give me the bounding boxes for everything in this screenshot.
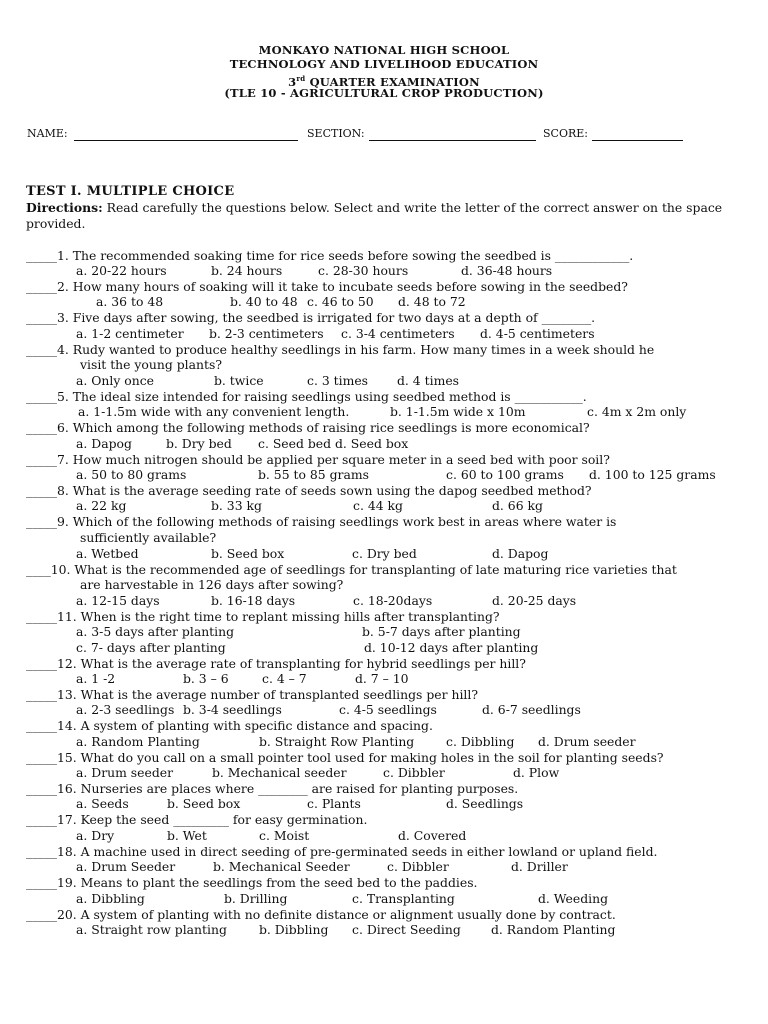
answer-blank[interactable]: _____ bbox=[26, 609, 57, 624]
option-a: a. 22 kg bbox=[76, 498, 127, 513]
option-d: d. Random Planting bbox=[491, 922, 616, 937]
option-a: a. 1-1.5m wide with any convenient length. bbox=[78, 404, 350, 419]
option-d: d. 20-25 days bbox=[492, 593, 577, 608]
question-9 bbox=[26, 514, 616, 529]
question-text-continued: sufficiently available? bbox=[80, 530, 217, 545]
option-c: c. 18-20days bbox=[353, 593, 433, 608]
answer-blank[interactable]: _____ bbox=[26, 781, 57, 796]
option-b: b. 2-3 centimeters bbox=[209, 326, 324, 341]
option-c: c. 60 to 100 grams bbox=[446, 467, 564, 482]
question-text: 5. The ideal size intended for raising seedlings using seedbed method is ___________. bbox=[56, 389, 587, 404]
option-a: a. Random Planting bbox=[76, 734, 200, 749]
option-b: b. 24 hours bbox=[211, 263, 283, 278]
option-c: c. 4-5 seedlings bbox=[339, 702, 437, 717]
option-a: a. 20-22 hours bbox=[76, 263, 167, 278]
question-text-continued: are harvestable in 126 days after sowing? bbox=[80, 577, 344, 592]
question-8 bbox=[26, 483, 592, 498]
score-label: SCORE: bbox=[543, 127, 588, 140]
option-c: c. Transplanting bbox=[352, 891, 455, 906]
question-text: 18. A machine used in direct seeding of pre-germinated seeds in either lowland or upland field. bbox=[56, 844, 658, 859]
answer-blank[interactable]: _____ bbox=[26, 342, 57, 357]
answer-blank[interactable]: _____ bbox=[26, 420, 57, 435]
answer-blank[interactable]: _____ bbox=[26, 875, 57, 890]
question-7 bbox=[26, 452, 610, 467]
question-14 bbox=[26, 718, 433, 733]
option-a: a. 3-5 days after planting bbox=[76, 624, 235, 639]
question-18 bbox=[26, 844, 657, 859]
option-b: b. Drilling bbox=[224, 891, 288, 906]
option-d: d. 10-12 days after planting bbox=[364, 640, 539, 655]
question-1 bbox=[26, 248, 633, 263]
option-a: a. Drum Seeder bbox=[76, 859, 176, 874]
option-c: c. 4m x 2m only bbox=[587, 404, 687, 419]
question-4 bbox=[26, 342, 654, 357]
answer-blank[interactable]: _____ bbox=[26, 514, 57, 529]
question-text: 16. Nurseries are places where ________ are raised for planting purposes. bbox=[56, 781, 519, 796]
question-text-continued: visit the young plants? bbox=[80, 357, 222, 372]
question-10 bbox=[26, 562, 677, 577]
exam-ordinal: 3 bbox=[288, 74, 297, 89]
option-d: d. 100 to 125 grams bbox=[589, 467, 716, 482]
question-text: 13. What is the average number of transplanted seedlings per hill? bbox=[56, 687, 478, 702]
option-c: c. Plants bbox=[307, 796, 361, 811]
question-text: 8. What is the average seeding rate of seeds sown using the dapog seedbed method? bbox=[56, 483, 592, 498]
option-d: d. 48 to 72 bbox=[398, 294, 466, 309]
score-field[interactable] bbox=[592, 140, 683, 141]
question-text: 6. Which among the following methods of raising rice seedlings is more economical? bbox=[56, 420, 590, 435]
question-text: 19. Means to plant the seedlings from the seed bed to the paddies. bbox=[56, 875, 478, 890]
question-text: 7. How much nitrogen should be applied per square meter in a seed bed with poor soil? bbox=[56, 452, 610, 467]
question-3 bbox=[26, 310, 595, 325]
answer-blank[interactable]: ____ bbox=[26, 562, 51, 577]
option-c: c. 3-4 centimeters bbox=[341, 326, 455, 341]
option-d: d. 4-5 centimeters bbox=[480, 326, 595, 341]
question-text: 14. A system of planting with specific distance and spacing. bbox=[56, 718, 433, 733]
answer-blank[interactable]: _____ bbox=[26, 248, 57, 263]
option-a: a. Wetbed bbox=[76, 546, 139, 561]
option-d: d. 7 – 10 bbox=[355, 671, 409, 686]
option-b: b. Straight Row Planting bbox=[259, 734, 415, 749]
question-20 bbox=[26, 907, 616, 922]
question-5 bbox=[26, 389, 587, 404]
option-a: a. Drum seeder bbox=[76, 765, 174, 780]
option-d: d. Seed box bbox=[335, 436, 409, 451]
option-a: a. Seeds bbox=[76, 796, 129, 811]
subject-title: (TLE 10 - AGRICULTURAL CROP PRODUCTION) bbox=[224, 86, 544, 100]
option-c: c. Seed bed bbox=[258, 436, 332, 451]
option-a: a. 1-2 centimeter bbox=[76, 326, 184, 341]
question-19 bbox=[26, 875, 478, 890]
option-d: d. Covered bbox=[398, 828, 467, 843]
option-b: b. Seed box bbox=[211, 546, 285, 561]
answer-blank[interactable]: _____ bbox=[26, 844, 57, 859]
answer-blank[interactable]: _____ bbox=[26, 687, 57, 702]
option-a: a. 50 to 80 grams bbox=[76, 467, 187, 482]
option-b: b. 5-7 days after planting bbox=[362, 624, 521, 639]
answer-blank[interactable]: _____ bbox=[26, 389, 57, 404]
option-c: c. Direct Seeding bbox=[352, 922, 461, 937]
question-16 bbox=[26, 781, 518, 796]
question-text: 9. Which of the following methods of raising seedlings work best in areas where water is bbox=[56, 514, 617, 529]
question-12 bbox=[26, 656, 526, 671]
question-11 bbox=[26, 609, 500, 624]
option-c: c. 44 kg bbox=[353, 498, 403, 513]
question-text: 3. Five days after sowing, the seedbed is irrigated for two days at a depth of ________. bbox=[56, 310, 596, 325]
option-d: d. Driller bbox=[511, 859, 568, 874]
answer-blank[interactable]: _____ bbox=[26, 907, 57, 922]
option-a: a. Only once bbox=[76, 373, 155, 388]
option-d: d. Seedlings bbox=[446, 796, 524, 811]
question-text: 2. How many hours of soaking will it take to incubate seeds before sowing in the seedbed? bbox=[56, 279, 628, 294]
question-6 bbox=[26, 420, 590, 435]
option-c: c. Dibbler bbox=[387, 859, 449, 874]
question-text: 1. The recommended soaking time for rice seeds before sowing the seedbed is ____________. bbox=[56, 248, 634, 263]
option-a: a. 2-3 seedlings bbox=[76, 702, 175, 717]
option-d: d. Dapog bbox=[492, 546, 549, 561]
directions-label: Directions: bbox=[26, 200, 103, 215]
option-a: a. 1 -2 bbox=[76, 671, 116, 686]
question-text: 15. What do you call on a small pointer tool used for making holes in the soil for planting seeds? bbox=[56, 750, 664, 765]
question-text: 17. Keep the seed _________ for easy germination. bbox=[56, 812, 368, 827]
option-a: a. Dry bbox=[76, 828, 115, 843]
option-b: b. Dry bed bbox=[166, 436, 232, 451]
option-c: c. Dry bed bbox=[352, 546, 417, 561]
option-b: b. twice bbox=[214, 373, 264, 388]
name-field[interactable] bbox=[74, 140, 298, 141]
question-text: 20. A system of planting with no definite distance or alignment usually done by contract. bbox=[56, 907, 616, 922]
option-b: b. 40 to 48 bbox=[230, 294, 298, 309]
option-a: a. Dapog bbox=[76, 436, 132, 451]
name-label: NAME: bbox=[27, 127, 68, 140]
school-name: MONKAYO NATIONAL HIGH SCHOOL bbox=[258, 43, 510, 57]
option-c: c. Dibbling bbox=[446, 734, 515, 749]
option-d: d. Drum seeder bbox=[538, 734, 636, 749]
test-title: TEST I. MULTIPLE CHOICE bbox=[26, 184, 235, 199]
option-b: b. 3-4 seedlings bbox=[183, 702, 282, 717]
option-d: d. Weeding bbox=[538, 891, 609, 906]
answer-blank[interactable]: _____ bbox=[26, 452, 57, 467]
answer-blank[interactable]: _____ bbox=[26, 812, 57, 827]
option-b: b. Mechanical Seeder bbox=[213, 859, 350, 874]
question-13 bbox=[26, 687, 478, 702]
option-b: b. Mechanical seeder bbox=[212, 765, 347, 780]
option-d: d. 66 kg bbox=[492, 498, 543, 513]
department-name: TECHNOLOGY AND LIVELIHOOD EDUCATION bbox=[229, 57, 539, 71]
option-c: c. 4 – 7 bbox=[262, 671, 307, 686]
option-b: b. 1-1.5m wide x 10m bbox=[390, 404, 526, 419]
answer-blank[interactable]: _____ bbox=[26, 718, 57, 733]
option-b: b. 55 to 85 grams bbox=[258, 467, 369, 482]
option-d: d. Plow bbox=[513, 765, 560, 780]
answer-blank[interactable]: _____ bbox=[26, 279, 57, 294]
option-c: c. Dibbler bbox=[383, 765, 445, 780]
option-c: c. 46 to 50 bbox=[307, 294, 374, 309]
option-a: a. Dibbling bbox=[76, 891, 145, 906]
option-a: a. Straight row planting bbox=[76, 922, 227, 937]
question-text: 11. When is the right time to replant missing hills after transplanting? bbox=[56, 609, 500, 624]
question-text: 4. Rudy wanted to produce healthy seedlings in his farm. How many times in a week should he bbox=[56, 342, 655, 357]
directions-text: Read carefully the questions below. Select and write the letter of the correct answer on the space provided. bbox=[26, 200, 723, 231]
question-15 bbox=[26, 750, 664, 765]
option-c: c. 3 times bbox=[307, 373, 369, 388]
answer-blank[interactable]: _____ bbox=[26, 656, 57, 671]
option-d: d. 4 times bbox=[397, 373, 460, 388]
question-text: 12. What is the average rate of transplanting for hybrid seedlings per hill? bbox=[56, 656, 526, 671]
option-b: b. Seed box bbox=[167, 796, 241, 811]
option-b: b. Dibbling bbox=[259, 922, 329, 937]
option-c: c. 28-30 hours bbox=[318, 263, 409, 278]
answer-blank[interactable]: _____ bbox=[26, 483, 57, 498]
section-label: SECTION: bbox=[307, 127, 365, 140]
option-d: d. 6-7 seedlings bbox=[482, 702, 581, 717]
option-c: c. 7- days after planting bbox=[76, 640, 226, 655]
directions bbox=[26, 200, 746, 231]
option-c: c. Moist bbox=[259, 828, 310, 843]
answer-blank[interactable]: _____ bbox=[26, 750, 57, 765]
answer-blank[interactable]: _____ bbox=[26, 310, 57, 325]
option-b: b. 33 kg bbox=[211, 498, 262, 513]
question-17 bbox=[26, 812, 367, 827]
question-2 bbox=[26, 279, 628, 294]
option-b: b. 3 – 6 bbox=[183, 671, 229, 686]
option-b: b. Wet bbox=[167, 828, 207, 843]
exam-title-rest: QUARTER EXAMINATION bbox=[305, 74, 480, 89]
option-d: d. 36-48 hours bbox=[461, 263, 553, 278]
option-a: a. 36 to 48 bbox=[96, 294, 164, 309]
question-text: 10. What is the recommended age of seedlings for transplanting of late maturing rice varieties that bbox=[50, 562, 677, 577]
option-a: a. 12-15 days bbox=[76, 593, 160, 608]
option-b: b. 16-18 days bbox=[211, 593, 296, 608]
section-field[interactable] bbox=[369, 140, 536, 141]
exam-ordinal-suffix: rd bbox=[296, 74, 306, 83]
